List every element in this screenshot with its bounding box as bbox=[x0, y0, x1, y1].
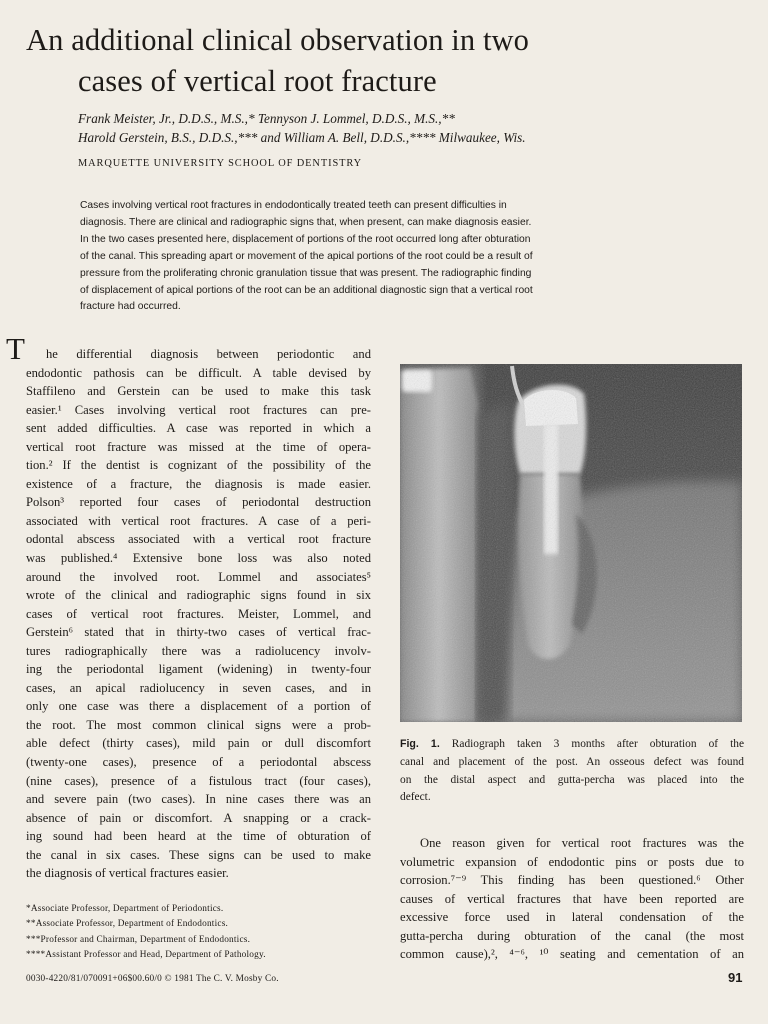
body-line: (nine cases), presence of a fistulous tract (four cases), bbox=[26, 773, 371, 788]
body-line: corrosion.⁷⁻⁹ This finding has been questioned.⁶ Other bbox=[400, 873, 744, 888]
figure-label: Fig. 1. bbox=[400, 738, 440, 750]
radiograph-image bbox=[400, 364, 742, 722]
body-line: Staffileno and Gerstein can be used to make this task bbox=[26, 384, 371, 399]
body-line: able defect (thirty cases), mild pain or dull discomfort bbox=[26, 736, 371, 751]
body-line: vertical root fracture was missed at the time of opera- bbox=[26, 439, 371, 454]
body-line: One reason given for vertical root fractures was the bbox=[420, 836, 744, 850]
body-line: associated with vertical root fractures. A case of a peri- bbox=[26, 513, 371, 528]
caption-line: canal and placement of the post. An osseous defect was found bbox=[400, 755, 744, 768]
body-line: common cause),², ⁴⁻⁶, ¹⁰ seating and cementation of an bbox=[400, 947, 744, 962]
caption-line: on the distal aspect and gutta-percha was placed into the bbox=[400, 773, 744, 786]
affiliation: MARQUETTE UNIVERSITY SCHOOL OF DENTISTRY bbox=[78, 158, 363, 169]
caption-line bbox=[400, 736, 744, 754]
body-line: absence of pain or discomfort. A snapping or a crack- bbox=[26, 810, 371, 825]
body-line: tion.² If the dentist is cognizant of the possibility of the bbox=[26, 458, 371, 473]
footnote: ****Assistant Professor and Head, Department of Pathology. bbox=[26, 949, 266, 960]
body-line: tures radiographically there was a radiolucency involv- bbox=[26, 643, 371, 658]
body-line: gutta-percha during obturation of the canal (the most bbox=[400, 928, 744, 943]
body-left-column bbox=[6, 331, 371, 883]
footnotes bbox=[26, 902, 366, 963]
abstract-line: diagnosis. There are clinical and radiographic signs that, when present, can make diagnosis easier. bbox=[80, 216, 532, 228]
body-line: existence of a fracture, the diagnosis is made easier. bbox=[26, 476, 371, 491]
title-line-2: cases of vertical root fracture bbox=[78, 64, 437, 98]
figure-caption bbox=[400, 736, 744, 807]
body-line: around the involved root. Lommel and associates⁵ bbox=[26, 569, 371, 584]
abstract-line: fracture had occurred. bbox=[80, 301, 181, 313]
body-line: Gerstein⁶ stated that in thirty-two cases of vertical frac- bbox=[26, 625, 371, 640]
body-line: wrote of the clinical and radiographic signs found in six bbox=[26, 588, 371, 603]
footnote: ***Professor and Chairman, Department of Endodontics. bbox=[26, 934, 251, 945]
body-line: easier.¹ Cases involving vertical root fractures can pre- bbox=[26, 402, 371, 417]
abstract-line: of displacement of apical portions of the root can be an additional diagnostic sign that a vertical root bbox=[80, 284, 533, 296]
publication-code: 0030-4220/81/070091+06$00.60/0 © 1981 The C. V. Mosby Co. bbox=[26, 974, 279, 984]
body-right-column bbox=[400, 834, 744, 964]
body-line: was published.⁴ Extensive bone loss was also noted bbox=[26, 551, 371, 566]
abstract bbox=[80, 198, 640, 316]
article-title bbox=[26, 20, 726, 102]
author-line-2: Harold Gerstein, B.S., D.D.S.,*** and William A. Bell, D.D.S.,**** Milwaukee, Wis. bbox=[78, 130, 526, 145]
caption-text: Radiograph taken 3 months after obturation of the bbox=[451, 738, 744, 750]
body-line: sent added difficulties. A case was reported in which a bbox=[26, 421, 371, 436]
author-list bbox=[78, 109, 718, 147]
abstract-line: of the canal. This spreading apart or movement of the apical portions of the root could be a result of bbox=[80, 250, 533, 262]
body-line: cases of vertical root fractures. Meister, Lommel, and bbox=[26, 606, 371, 621]
body-line: only one case was there a displacement of a portion of bbox=[26, 699, 371, 714]
body-line: causes of vertical fractures that have been reported are bbox=[400, 891, 744, 906]
body-line: ing the periodontal ligament (widening) in twenty-four bbox=[26, 662, 371, 677]
body-line: odontal abscess associated with a vertical root fracture bbox=[26, 532, 371, 547]
body-line: cases, an apical radiolucency in seven cases, and in bbox=[26, 680, 371, 695]
abstract-line: Cases involving vertical root fractures in endodontically treated teeth can present difficulties in bbox=[80, 200, 507, 211]
body-line bbox=[6, 331, 371, 366]
page-number: 91 bbox=[728, 970, 743, 985]
body-line: ing sound had been heard at the time of obturation of bbox=[26, 829, 371, 844]
abstract-line: In the two cases presented here, displacement of portions of the root occurred long after obturation bbox=[80, 233, 531, 245]
radiograph-figure bbox=[400, 364, 742, 722]
body-line: Polson³ reported four cases of periodontal destruction bbox=[26, 495, 371, 510]
body-line: the canal in six cases. These signs can be used to make bbox=[26, 847, 371, 862]
title-line-1: An additional clinical observation in two bbox=[26, 23, 530, 57]
drop-cap: T bbox=[6, 331, 25, 366]
body-line: and severe pain (two cases). In nine cases there was an bbox=[26, 792, 371, 807]
footnote: *Associate Professor, Department of Periodontics. bbox=[26, 904, 224, 914]
body-line-text: he differential diagnosis between periodontic and bbox=[46, 347, 371, 361]
author-line-1: Frank Meister, Jr., D.D.S., M.S.,* Tennyson J. Lommel, D.D.S., M.S.,** bbox=[78, 111, 455, 126]
body-line: the diagnosis of vertical fractures easier. bbox=[26, 866, 229, 881]
abstract-line: pressure from the proliferating chronic granulation tissue that was present. The radiographic finding bbox=[80, 267, 532, 279]
body-line: volumetric expansion of endodontic pins or posts due to bbox=[400, 854, 744, 869]
caption-line: defect. bbox=[400, 791, 431, 804]
body-line: endodontic pathosis can be difficult. A table devised by bbox=[26, 365, 371, 380]
footnote: **Associate Professor, Department of Endodontics. bbox=[26, 919, 229, 930]
body-line: (twenty-one cases), presence of a periodontal abscess bbox=[26, 755, 371, 770]
body-line: excessive force used in lateral condensation of the bbox=[400, 910, 744, 925]
body-line: the root. The most common clinical signs were a prob- bbox=[26, 717, 371, 732]
